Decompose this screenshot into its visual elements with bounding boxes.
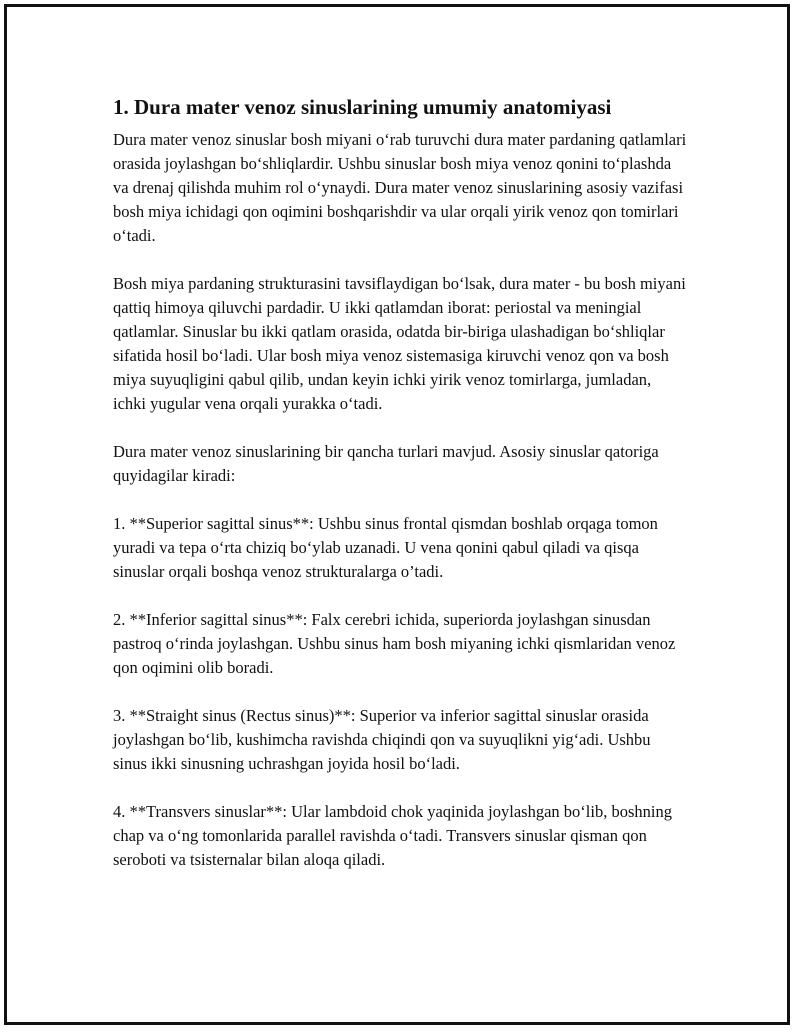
paragraph-structure: Bosh miya pardaning strukturasini tavsiflaydigan bo‘lsak, dura mater - bu bosh miyani qattiq himoya qiluvchi pardadir. U ikki qatlamdan iborat: periostal va meningial qatlamlar. Sinuslar bu ikki qatlam orasida, odatda bir-biriga ulashadigan bo‘shliqlar sifatida hosil bo‘ladi. Ular bosh miya venoz sistemasiga kiruvchi venoz qon va bosh miya suyuqligini qabul qilib, undan keyin ichki yirik venoz tomirlarga, jumladan, ichki yugular vena orqali yurakka o‘tadi. <box>113 274 686 413</box>
document-body <box>113 94 688 896</box>
list-item-inferior-sagittal: 2. **Inferior sagittal sinus**: Falx cerebri ichida, superiorda joylashgan sinusdan pastroq o‘rinda joylashgan. Ushbu sinus ham bosh miyaning ichki qismlaridan venoz qon oqimini olib boradi. <box>113 610 676 677</box>
paragraph-types: Dura mater venoz sinuslarining bir qancha turlari mavjud. Asosiy sinuslar qatoriga quyidagilar kiradi: <box>113 442 659 485</box>
list-item-transvers-sinus: 4. **Transvers sinuslar**: Ular lambdoid chok yaqinida joylashgan bo‘lib, boshning chap va o‘ng tomonlarida parallel ravishda o‘tadi. Transvers sinuslar qisman qon seroboti va tsisternalar bilan aloqa qiladi. <box>113 802 672 869</box>
list-item-straight-sinus: 3. **Straight sinus (Rectus sinus)**: Superior va inferior sagittal sinuslar orasida joylashgan bo‘lib, kushimcha ravishda chiqindi qon va suyuqlikni yig‘adi. Ushbu sinus ikki sinusning uchrashgan joyida hosil bo‘ladi. <box>113 706 651 773</box>
paragraph-intro: Dura mater venoz sinuslar bosh miyani o‘rab turuvchi dura mater pardaning qatlamlari orasida joylashgan bo‘shliqlardir. Ushbu sinuslar bosh miya venoz qonini to‘plashda va drenaj qilishda muhim rol o‘ynaydi. Dura mater venoz sinuslarining asosiy vazifasi bosh miya ichidagi qon oqimini boshqarishdir va ular orqali yirik venoz qon tomirlari o‘tadi. <box>113 130 687 245</box>
section-heading: 1. Dura mater venoz sinuslarining umumiy anatomiyasi <box>113 95 612 119</box>
list-item-superior-sagittal: 1. **Superior sagittal sinus**: Ushbu sinus frontal qismdan boshlab orqaga tomon yuradi va tepa o‘rta chiziq bo‘ylab uzanadi. U vena qonini qabul qiladi va qisqa sinuslar orqali boshqa venoz strukturalarga o’tadi. <box>113 514 658 581</box>
